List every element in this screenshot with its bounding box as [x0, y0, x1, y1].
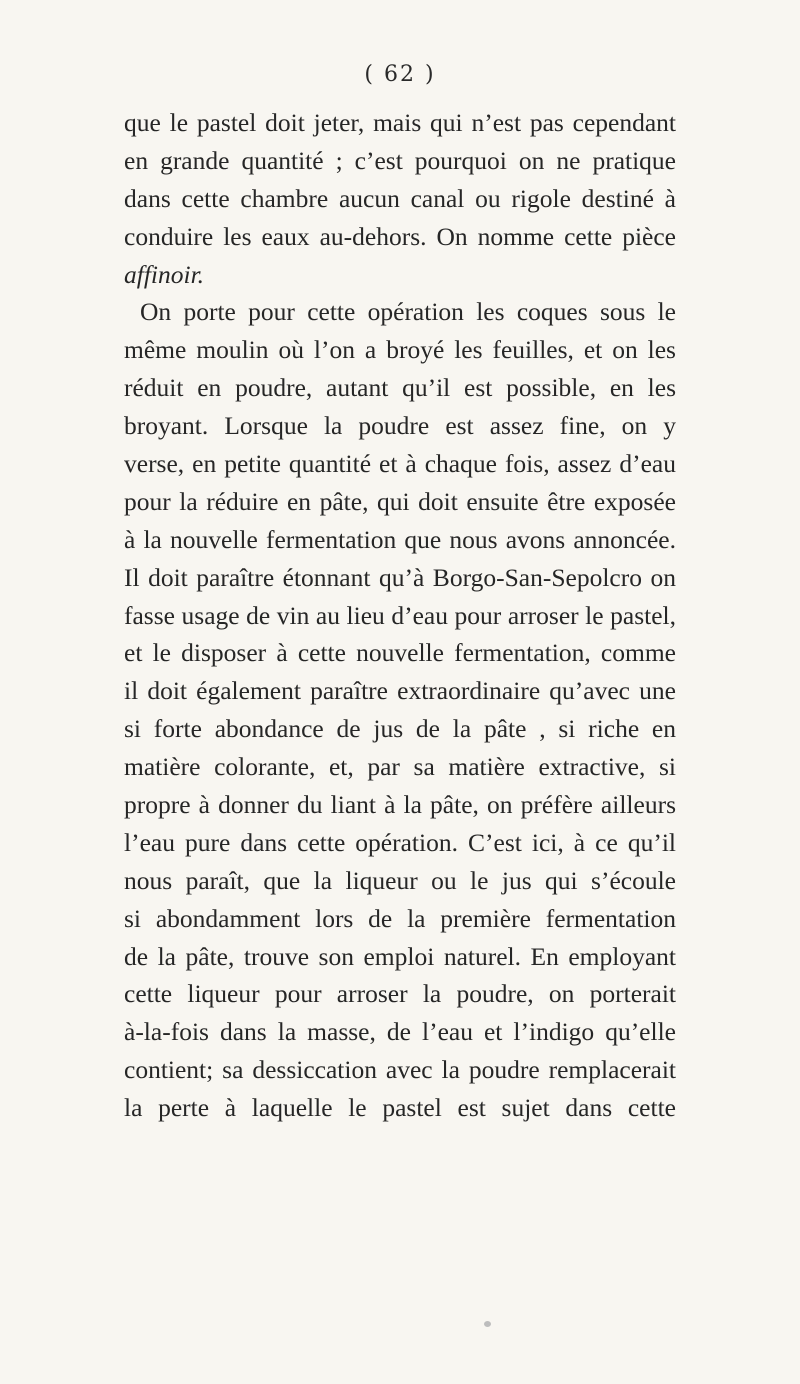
text-line: pour la réduire en pâte, qui doit ensuite être exposée: [124, 486, 676, 516]
text-line: conduire les eaux au-dehors. On nomme cette pièce: [124, 221, 676, 251]
ink-speck: [484, 1321, 491, 1327]
text-line: à la nouvelle fermentation que nous avons annoncée.: [124, 524, 676, 554]
text-line: verse, en petite quantité et à chaque fois, assez d’eau: [124, 449, 676, 479]
text-line: matière colorante, et, par sa matière extractive, si: [124, 752, 676, 782]
text-line: broyant. Lorsque la poudre est assez fine, on y: [124, 411, 676, 441]
text-line: si abondamment lors de la première fermentation: [124, 903, 676, 933]
paragraph-start-line: On porte pour cette opération les coques sous le: [140, 297, 676, 327]
text-line: à-la-fois dans la masse, de l’eau et l’indigo qu’elle: [124, 1017, 676, 1047]
text-line: de la pâte, trouve son emploi naturel. En employant: [124, 941, 676, 971]
text-line: contient; sa dessiccation avec la poudre remplacerait: [124, 1055, 676, 1085]
text-line: la perte à laquelle le pastel est sujet dans cette: [124, 1093, 676, 1123]
text-line: nous paraît, que la liqueur ou le jus qui s’écoule: [124, 865, 676, 895]
page-number: ( 62 ): [364, 62, 436, 87]
text-line: réduit en poudre, autant qu’il est possible, en les: [124, 373, 676, 403]
text-line: si forte abondance de jus de la pâte , si riche en: [124, 714, 676, 744]
text-line: en grande quantité ; c’est pourquoi on ne pratique: [124, 145, 676, 175]
text-line: et le disposer à cette nouvelle fermentation, comme: [124, 638, 676, 668]
text-line: dans cette chambre aucun canal ou rigole destiné à: [124, 183, 676, 213]
text-line: il doit également paraître extraordinaire qu’avec une: [124, 676, 676, 706]
text-line: même moulin où l’on a broyé les feuilles, et on les: [124, 335, 676, 365]
text-line: l’eau pure dans cette opération. C’est ici, à ce qu’il: [124, 827, 676, 857]
text-line: fasse usage de vin au lieu d’eau pour arroser le pastel,: [124, 600, 676, 630]
text-line-italic-term: affinoir.: [124, 259, 205, 289]
text-line: propre à donner du liant à la pâte, on préfère ailleurs: [124, 790, 676, 820]
text-line: cette liqueur pour arroser la poudre, on porterait: [124, 979, 676, 1009]
text-line: que le pastel doit jeter, mais qui n’est pas cependant: [124, 108, 676, 137]
text-line: Il doit paraître étonnant qu’à Borgo-San-Sepolcro on: [124, 562, 676, 592]
body-text: [124, 104, 676, 1127]
